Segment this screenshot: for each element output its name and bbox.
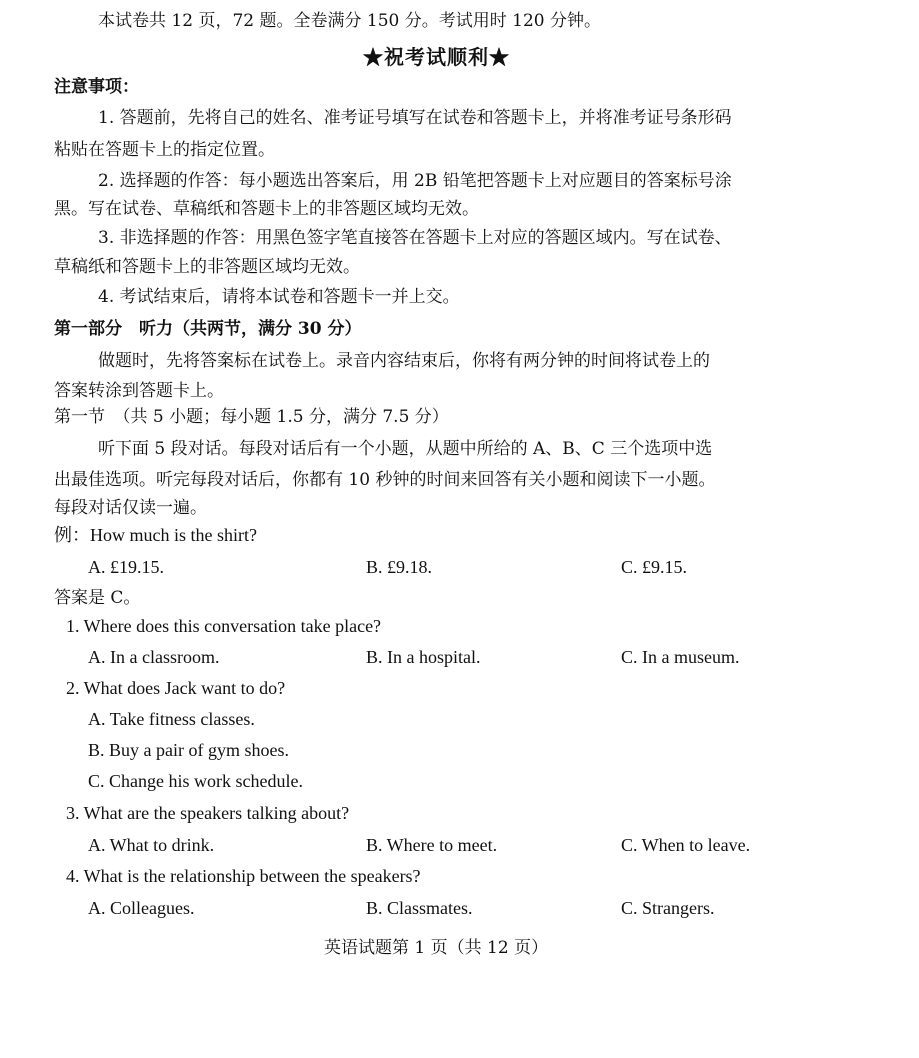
part1-intro-line-2: 答案转涂到答题卡上。: [54, 381, 224, 401]
question-1-option-b: B. In a hospital.: [366, 647, 481, 667]
question-1-option-a: A. In a classroom.: [88, 647, 220, 667]
part1-title: 第一部分 听力（共两节，满分 30 分）: [54, 319, 362, 339]
blessing-title: ★祝考试顺利★: [363, 45, 510, 69]
section1-intro-line-1: 听下面 5 段对话。每段对话后有一个小题，从题中所给的 A、B、C 三个选项中选: [98, 439, 713, 459]
notice-item-2-line-2: 黑。写在试卷、草稿纸和答题卡上的非答题区域均无效。: [54, 199, 479, 219]
section1-title: 第一节 （共 5 小题；每小题 1.5 分，满分 7.5 分）: [54, 407, 449, 427]
exam-info: 本试卷共 12 页，72 题。全卷满分 150 分。考试用时 120 分钟。: [98, 11, 601, 31]
question-4: 4. What is the relationship between the speakers?: [66, 866, 421, 886]
notice-item-4: 4. 考试结束后，请将本试卷和答题卡一并上交。: [98, 287, 460, 307]
section1-intro-line-2: 出最佳选项。听完每段对话后，你都有 10 秒钟的时间来回答有关小题和阅读下一小题。: [54, 470, 716, 490]
notice-item-2-line-1: 2. 选择题的作答：每小题选出答案后，用 2B 铅笔把答题卡上对应题目的答案标号涂: [98, 171, 732, 191]
part1-intro-line-1: 做题时，先将答案标在试卷上。录音内容结束后，你将有两分钟的时间将试卷上的: [98, 351, 710, 371]
notice-title: 注意事项：: [54, 77, 139, 97]
notice-item-1-line-2: 粘贴在答题卡上的指定位置。: [54, 140, 275, 160]
question-2: 2. What does Jack want to do?: [66, 678, 286, 698]
example-option-b: B. £9.18.: [366, 557, 433, 577]
notice-item-3-line-1: 3. 非选择题的作答：用黑色签字笔直接答在答题卡上对应的答题区域内。写在试卷、: [98, 228, 732, 248]
question-2-option-b: B. Buy a pair of gym shoes.: [88, 740, 289, 760]
question-4-option-c: C. Strangers.: [621, 898, 715, 918]
question-3-option-b: B. Where to meet.: [366, 835, 498, 855]
question-3-option-a: A. What to drink.: [88, 835, 215, 855]
page-footer: 英语试题第 1 页（共 12 页）: [324, 938, 549, 958]
question-1-option-c: C. In a museum.: [621, 647, 740, 667]
section1-intro-line-3: 每段对话仅读一遍。: [54, 498, 207, 518]
notice-item-1-line-1: 1. 答题前，先将自己的姓名、准考证号填写在试卷和答题卡上，并将准考证号条形码: [98, 108, 732, 128]
question-4-option-b: B. Classmates.: [366, 898, 473, 918]
question-2-option-a: A. Take fitness classes.: [88, 709, 255, 729]
example-option-c: C. £9.15.: [621, 557, 688, 577]
example-answer: 答案是 C。: [54, 588, 141, 608]
question-4-option-a: A. Colleagues.: [88, 898, 195, 918]
question-3: 3. What are the speakers talking about?: [66, 803, 350, 823]
question-3-option-c: C. When to leave.: [621, 835, 751, 855]
notice-item-3-line-2: 草稿纸和答题卡上的非答题区域均无效。: [54, 257, 360, 277]
question-2-option-c: C. Change his work schedule.: [88, 771, 303, 791]
example-option-a: A. £19.15.: [88, 557, 164, 577]
example-question: 例：How much is the shirt?: [54, 525, 257, 545]
question-1: 1. Where does this conversation take place?: [66, 616, 382, 636]
